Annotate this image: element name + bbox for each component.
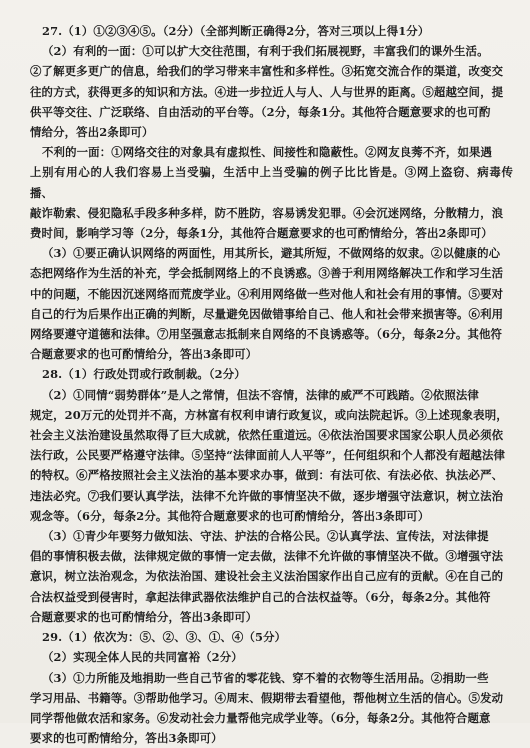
text-line: 情给分，答出2条即可）: [30, 125, 154, 140]
text-line: 社会主义法治建设虽然取得了巨大成就，依然任重道远。④依法治国要求国家公职人员必须依: [30, 428, 504, 443]
text-line: 的特权。⑥严格按照社会主义法治的基本要求办事，做到：有法可依、有法必依、执法必严、: [30, 468, 504, 483]
text-line: 要求的也可酌情给分，答出3条即可）: [30, 731, 223, 746]
text-line: 敲诈勒索、侵犯隐私手段多种多样，防不胜防，容易诱发犯罪。④会沉迷网络，分散精力，浪: [30, 205, 504, 220]
q27-disadvantages: 不利的一面：①网络交往的对象具有虚拟性、间接性和隐蔽性。②网友良莠不齐，如果遇: [42, 145, 493, 160]
q29-part3: （3）①力所能及地捐助一些自己节省的零花钱、穿不着的衣物等生活用品。②捐助一些: [42, 670, 489, 685]
q28-part3: （3）①青少年要努力做知法、守法、护法的合格公民。②认真学法、宣传法，对法律提: [42, 529, 489, 544]
text-line: 规定，20万元的处罚并不高，方林富有权利申请行政复议，或向法院起诉。③上述现象表明，: [30, 407, 508, 422]
text-line: 往的方式，获得更多的知识和方法。④进一步拉近人与人、人与世界的距离。⑤超越空间，提: [30, 84, 504, 99]
q29-part1: 29.（1）依次为：⑤、②、③、①、④（5分）: [42, 630, 287, 645]
text-line: 上别有用心的人我们容易上当受骗，生活中上当受骗的例子比比皆是。③网上盗窃、病毒传播、: [30, 165, 513, 200]
text-line: 网络要遵守道德和法律。⑦用坚强意志抵制来自网络的不良诱惑等。（6分，每条2分。其他符: [30, 327, 503, 342]
text-line: 同学帮他做农活和家务。⑥发动社会力量帮他完成学业等。（6分，每条2分。其他符合题意: [30, 710, 491, 725]
q27-part1: 27.（1）①②③④⑤。（2分）（全部判断正确得2分，答对三项以上得1分）: [42, 24, 430, 38]
text-line: 合题意要求的也可酌情给分，答出3条即可）: [30, 347, 258, 362]
text-line: 学习用品、书籍等。③帮助他学习。④周末、假期带去看望他，帮他树立生活的信心。⑤发动: [30, 690, 504, 705]
text-line: 法行政，公民要严格遵守法律。⑤坚持“法律面前人人平等”，任何组织和个人都没有超越法律: [30, 448, 506, 463]
q28-part1: 28.（1）行政处罚或行政制裁。（2分）: [42, 367, 246, 382]
text-line: 供平等交往、广泛联络、自由活动的平台等。（2分，每条1分。其他符合题意要求的也可酌: [30, 104, 491, 119]
text-line: 意识，树立法治观念，为依法治国、建设社会主义法治国家作出自己应有的贡献。④在自己的: [30, 569, 504, 584]
q27-part3: （3）①要正确认识网络的两面性，用其所长，避其所短，不做网络的奴隶。②以健康的心: [42, 246, 501, 261]
text-line: 合题意要求的也可酌情给分，答出3条即可）: [30, 609, 258, 624]
text-line: 观念等。（6分，每条2分。其他符合题意要求的也可酌情给分，答出3条即可）: [30, 508, 430, 523]
q29-part2: （2）实现全体人民的共同富裕（2分）: [42, 650, 243, 665]
text-line: 倡的事情积极去做，法律规定做的事情一定去做，法律不允许做的事情坚决不做。③增强守法: [30, 549, 504, 564]
q28-part2: （2）①同情“弱势群体”是人之常情，但法不容情，法律的威严不可践踏。②依照法律: [42, 387, 479, 402]
text-line: 合法权益受到侵害时，拿起法律武器依法维护自己的合法权益等。（6分，每条2分。其他符: [30, 589, 491, 604]
text-line: 违法必究。⑦我们要认真学法，法律不允许做的事情坚决不做，逐步增强守法意识，树立法治: [30, 488, 504, 503]
text-line: 态把网络作为生活的补充，学会抵制网络上的不良诱惑。③善于利用网络解决工作和学习生活: [30, 266, 504, 281]
text-line: 自己的行为后果作出正确的判断，尽量避免因做错事给自己、他人和社会带来损害等。⑥利用: [30, 306, 504, 321]
q27-part2-header: （2）有利的一面：①可以扩大交往范围，有利于我们拓展视野，丰富我们的课外生活。: [42, 44, 489, 59]
answer-text: [30, 21, 513, 748]
text-line: 费时间，影响学习等（2分，每条1分，其他符合题意要求的也可酌情给分，答出2条即可）: [30, 226, 493, 241]
text-line: ②了解更多更广的信息，给我们的学习带来丰富性和多样性。③拓宽交流合作的渠道，改变交: [30, 64, 504, 79]
text-line: 中的问题，不能因沉迷网络而荒废学业。④利用网络做一些对他人和社会有用的事情。⑤要对: [30, 286, 504, 301]
